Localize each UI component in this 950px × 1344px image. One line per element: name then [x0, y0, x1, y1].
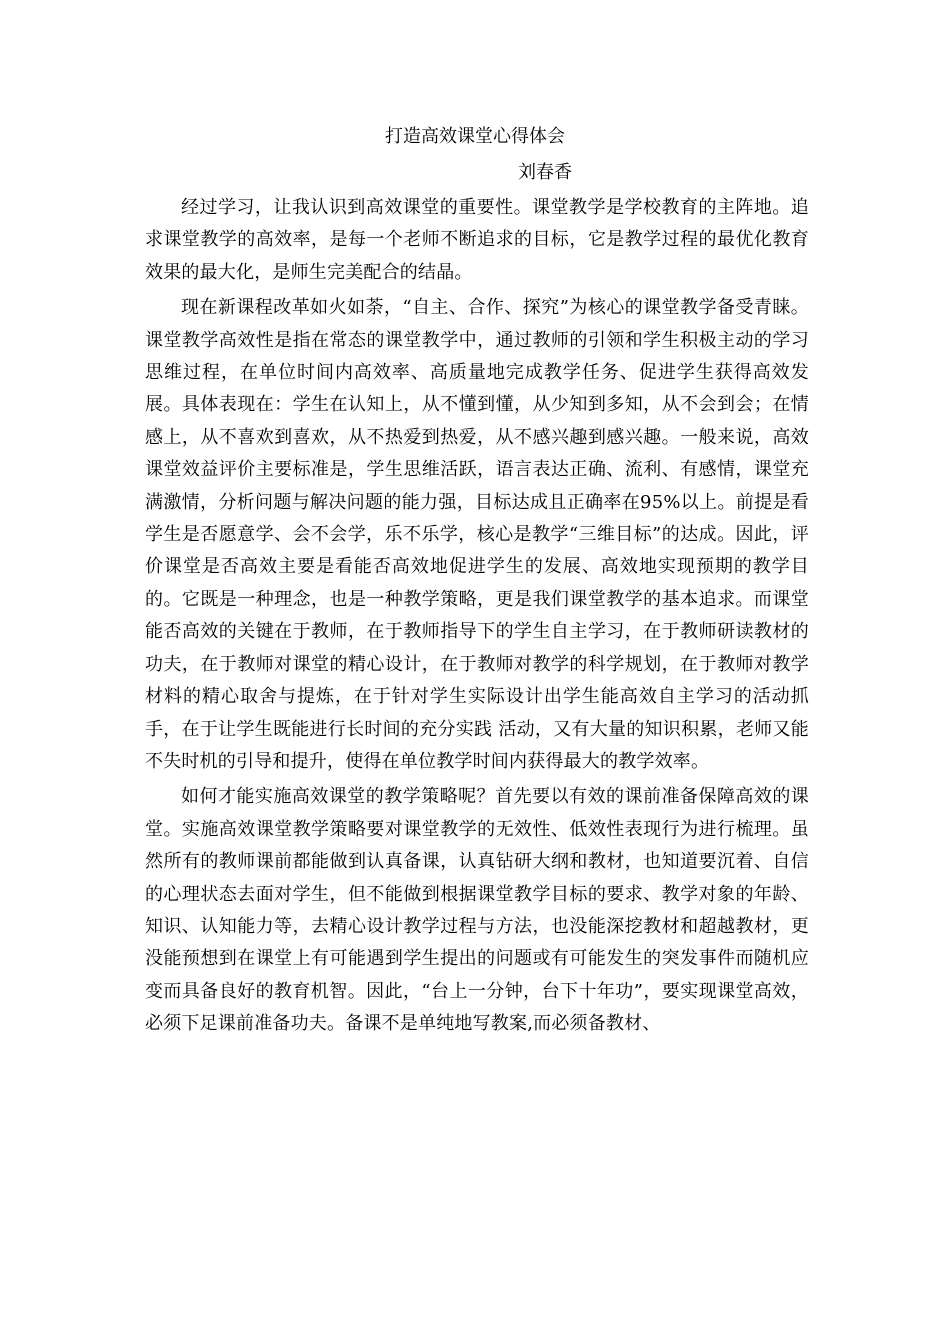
paragraph-3: 如何才能实施高效课堂的教学策略呢？首先要以有效的课前准备保障高效的课堂。实施高效课堂教学策略要对课堂教学的无效性、低效性表现行为进行梳理。虽然所有的教师课前都能做到认真备课，认真钻研大纲和教材，也知道要沉着、自信的心理状态去面对学生，但不能做到根据课堂教学目标的要求、教学对象的年龄、知识、认知能力等，去精心设计教学过程与方法，也没能深挖教材和超越教材，更没能预想到在课堂上有可能遇到学生提出的问题或有可能发生的突发事件而随机应变而具备良好的教育机智。因此，“台上一分钟，台下十年功”，要实现课堂高效，必须下足课前准备功夫。备课不是单纯地写教案,而必须备教材、: [145, 786, 809, 1035]
document-title: 打造高效课堂心得体会: [385, 126, 565, 147]
paragraph-2: 现在新课程改革如火如荼，“自主、合作、探究”为核心的课堂教学备受青睐。课堂教学高效性是指在常态的课堂教学中，通过教师的引领和学生积极主动的学习思维过程，在单位时间内高效率、高质量地完成教学任务、促进学生获得高效发展。具体表现在：学生在认知上，从不懂到懂，从少知到多知，从不会到会；在情感上，从不喜欢到喜欢，从不热爱到热爱，从不感兴趣到感兴趣。一般来说，高效课堂效益评价主要标准是，学生思维活跃，语言表达正确、流利、有感情，课堂充满激情，分析问题与解决问题的能力强，目标达成且正确率在95%以上。前提是看学生是否愿意学、会不会学，乐不乐学，核心是教学“三维目标”的达成。因此，评价课堂是否高效主要是看能否高效地促进学生的发展、高效地实现预期的教学目的。它既是一种理念，也是一种教学策略，更是我们课堂教学的基本追求。而课堂能否高效的关键在于教师，在于教师指导下的学生自主学习，在于教师研读教材的功夫，在于教师对课堂的精心设计，在于教师对教学的科学规划，在于教师对教学材料的精心取舍与提炼，在于针对学生实际设计出学生能高效自主学习的活动抓手，在于让学生既能进行长时间的充分实践 活动，又有大量的知识积累，老师又能不失时机的引导和提升，使得在单位教学时间内获得最大的教学效率。: [145, 297, 809, 772]
document-author: 刘春香: [518, 162, 572, 183]
document-body: [145, 192, 809, 1044]
paragraph-1: 经过学习，让我认识到高效课堂的重要性。课堂教学是学校教育的主阵地。追求课堂教学的高效率，是每一个老师不断追求的目标，它是教学过程的最优化教育效果的最大化，是师生完美配合的结晶。: [145, 197, 809, 283]
